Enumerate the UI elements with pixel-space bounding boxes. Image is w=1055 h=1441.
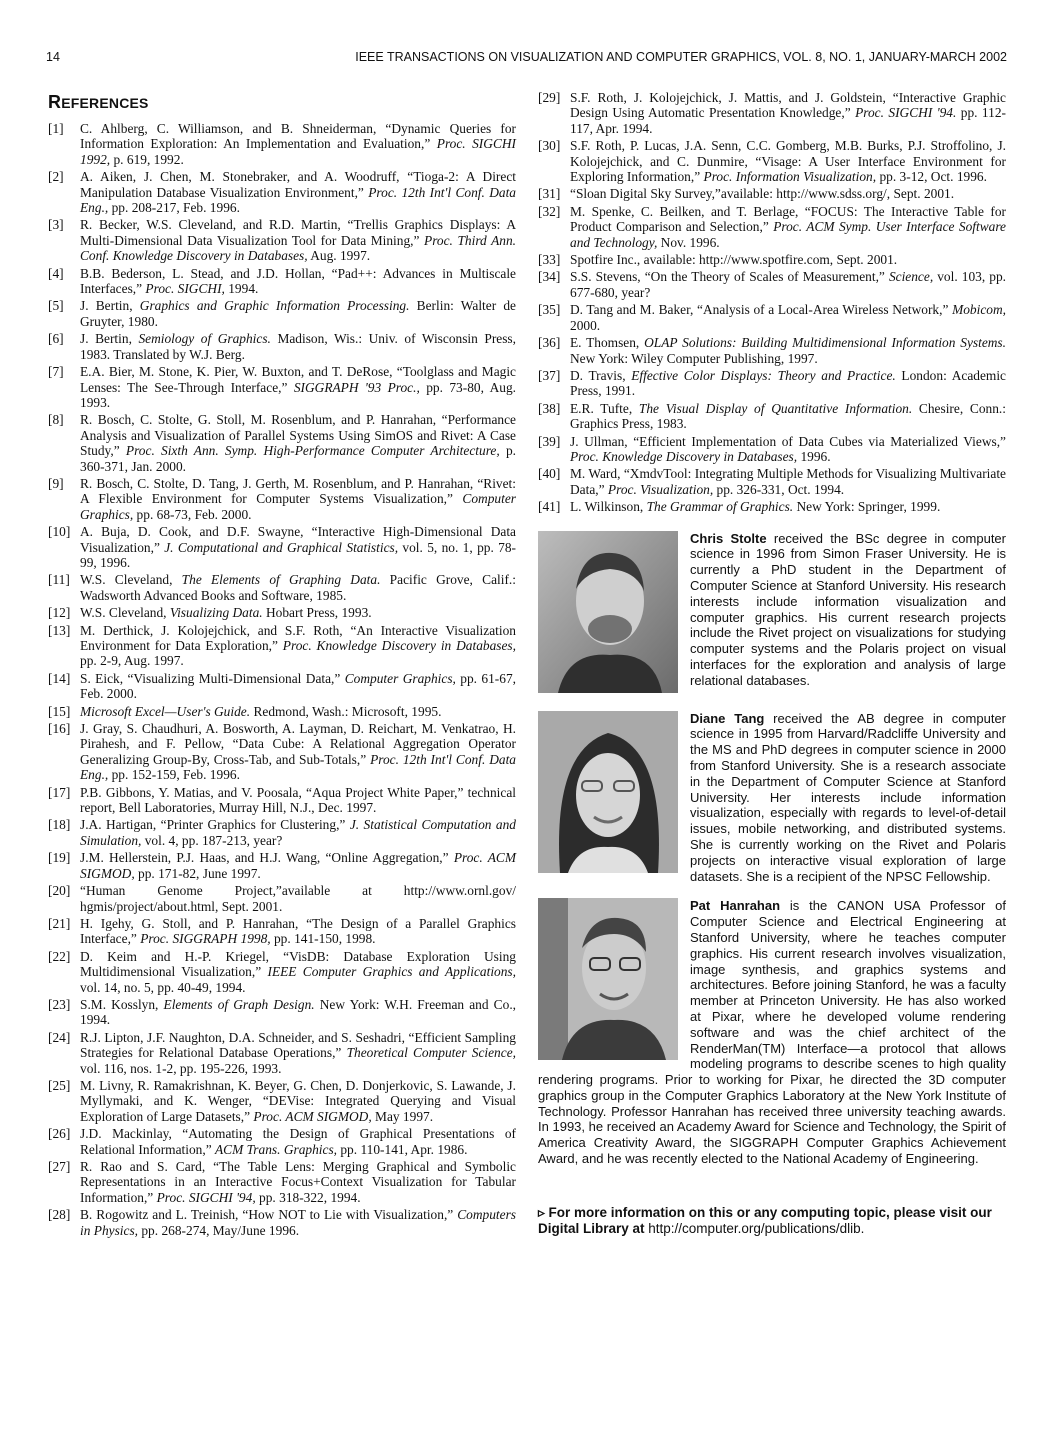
reference-text: W.S. Cleveland, (80, 605, 170, 621)
reference-text: S. Eick, “Visualizing Multi-Dimensional Data,” (80, 670, 345, 686)
reference-source: ACM Trans. Graphics, (214, 1141, 338, 1157)
reference-number: [1] (48, 121, 64, 136)
reference-details: Pacific Grove, Calif.: Wadsworth Advanced Books and Software, 1985. (80, 572, 516, 603)
reference-source: Proc. Visualization, (607, 481, 714, 497)
reference-source: Proc. SIGCHI, (145, 281, 225, 297)
reference-text: J. Bertin, (80, 331, 139, 347)
author-bio-text: received the AB degree in computer science in 1995 from Harvard/Radcliffe University and the MS and PhD degrees in computer science in 2000 from Stanford University. She is a research associate in the Department of Computer Science at Stanford University. Her interests include information visualization, especially with regards to level-of-detail issues, mobile networking, and distributed systems. She is currently working on the Rivet and Polaris projects on interactive visual exploration of large datasets. She is a recipient of the NPSC Fellowship. (690, 710, 1007, 884)
reference-source: IEEE Computer Graphics and Applications, (267, 964, 516, 980)
reference-number: [25] (48, 1077, 71, 1093)
reference-number: [8] (48, 412, 64, 428)
reference-details: Nov. 1996. (657, 234, 720, 250)
reference-details: vol. 116, nos. 1-2, pp. 195-226, 1993. (80, 1060, 282, 1076)
reference-source: Proc. 12th Int'l Conf. Data Eng., (80, 184, 516, 216)
reference-text: A. Aiken, J. Chen, M. Stonebraker, and A. Woodruff, “Tioga-2: A Direct Manipulation Database Visualization Environment,” (80, 169, 516, 200)
reference-source: J. Computational and Graphical Statistics, (164, 539, 399, 555)
reference-text: H. Igehy, G. Stoll, and P. Hanrahan, “The Design of a Parallel Graphics Interface,” (80, 915, 516, 947)
reference-item (48, 298, 516, 329)
reference-item (48, 364, 516, 410)
bio-pat-hanrahan (538, 898, 1006, 1167)
reference-text: L. Wilkinson, (570, 499, 647, 515)
reference-number: [21] (48, 915, 71, 931)
reference-list-right (538, 90, 1006, 515)
reference-item (48, 817, 516, 848)
reference-details: p. 619, 1992. (110, 151, 184, 167)
reference-item (538, 466, 1006, 497)
note-text: For more information on this or any computing topic, please visit our Digital Library at (538, 1204, 992, 1236)
reference-item (48, 1159, 516, 1205)
reference-item (538, 252, 1006, 267)
author-name: Diane Tang (690, 710, 765, 726)
reference-number: [16] (48, 721, 71, 737)
reference-details: New York: Springer, 1999. (793, 499, 941, 515)
reference-details: Hobart Press, 1993. (262, 605, 372, 621)
author-photo-diane-tang (538, 711, 678, 873)
reference-text: S.M. Kosslyn, (80, 996, 164, 1012)
reference-item (48, 883, 516, 914)
reference-number: [40] (538, 466, 561, 482)
reference-source: Elements of Graph Design. (163, 996, 315, 1012)
reference-text: R. Becker, W.S. Cleveland, and R.D. Martin, “Trellis Graphics Displays: A Multi-Dimensional Data Visualization Tool for Data Mining,” (80, 217, 516, 248)
reference-item (48, 704, 516, 719)
reference-details: pp. 268-274, May/June 1996. (138, 1222, 300, 1238)
reference-details: pp. 3-12, Oct. 1996. (876, 169, 987, 185)
reference-text: J. Bertin, (80, 298, 140, 314)
reference-item (48, 1207, 516, 1238)
reference-details: pp. 326-331, Oct. 1994. (713, 481, 845, 497)
reference-details: vol. 14, no. 5, pp. 40-49, 1994. (80, 979, 246, 995)
reference-source: Proc. Third Ann. Conf. Knowledge Discovery in Databases, (80, 232, 516, 264)
reference-number: [32] (538, 203, 561, 219)
reference-number: [41] (538, 499, 561, 515)
reference-source: OLAP Solutions: Building Multidimensional Information Systems. (644, 335, 1006, 351)
reference-text: D. Tang and M. Baker, “Analysis of a Local-Area Wireless Network,” (570, 302, 953, 318)
reference-source: Proc. Information Visualization, (703, 169, 877, 185)
reference-source: The Elements of Graphing Data. (181, 572, 381, 588)
reference-details: pp. 73-80, Aug. 1993. (80, 379, 516, 410)
reference-item (538, 186, 1006, 201)
reference-item (48, 121, 516, 167)
reference-text: B. Rogowitz and L. Treinish, “How NOT to Lie with Visualization,” (80, 1207, 458, 1223)
reference-source: Computers in Physics, (80, 1207, 516, 1238)
reference-text: R. Bosch, C. Stolte, G. Stoll, M. Rosenblum, and P. Hanrahan, “Performance Analysis and Visualization of Parallel Systems Using SimOS and Rivet: A Case Study,” (80, 412, 516, 459)
reference-number: [2] (48, 169, 64, 185)
reference-text: J.D. Mackinlay, “Automating the Design of Graphical Presentations of Relational Information,” (80, 1126, 516, 1157)
reference-item (48, 169, 516, 215)
reference-source: Theoretical Computer Science, (346, 1045, 516, 1061)
reference-number: [19] (48, 850, 71, 866)
reference-item (48, 1078, 516, 1124)
reference-source: Science, (888, 269, 934, 285)
reference-text: A. Buja, D. Cook, and D.F. Swayne, “Interactive High-Dimensional Data Visualization,” (80, 524, 516, 555)
reference-text: E. Thomsen, (570, 335, 645, 351)
reference-item (538, 204, 1006, 250)
reference-item (538, 401, 1006, 432)
reference-item (538, 368, 1006, 399)
reference-details: pp. 2-9, Aug. 1997. (80, 653, 184, 669)
reference-text: M. Livny, R. Ramakrishnan, K. Beyer, G. Chen, D. Donjerkovic, S. Lawande, J. Myllymaki, and K. Wenger, “DEVise: Integrated Querying and Visual Exploration of Large Datasets,” (80, 1077, 516, 1124)
author-name: Pat Hanrahan (690, 898, 781, 914)
bio-diane-tang (538, 711, 1006, 885)
reference-number: [29] (538, 90, 561, 105)
references-heading: REFERENCES (48, 92, 149, 112)
reference-details: New York: Wiley Computer Publishing, 1997. (570, 350, 818, 366)
reference-number: [33] (538, 252, 561, 268)
reference-source: Proc. ACM Symp. User Interface Software and Technology, (570, 219, 1006, 250)
reference-item (48, 1126, 516, 1157)
reference-number: [3] (48, 217, 64, 233)
reference-details: pp. 171-82, June 1997. (134, 865, 261, 881)
reference-number: [11] (48, 572, 70, 588)
reference-source: J. Statistical Computation and Simulation, (80, 817, 516, 848)
reference-item (538, 90, 1006, 136)
reference-text: P.B. Gibbons, Y. Matias, and V. Poosala, “Aqua Project White Paper,” technical report, Bell Laboratories, Murray Hill, N.J., Dec. 1997. (80, 784, 516, 816)
reference-item (48, 721, 516, 783)
reference-item (48, 605, 516, 620)
reference-item (538, 434, 1006, 465)
reference-item (48, 412, 516, 474)
reference-item (48, 476, 516, 522)
reference-number: [17] (48, 784, 71, 800)
reference-source: Proc. SIGCHI 1992, (80, 136, 516, 167)
reference-source: Proc. SIGGRAPH 1998, (140, 931, 271, 947)
author-photo-chris-stolte (538, 531, 678, 693)
reference-number: [5] (48, 298, 64, 314)
author-bio-text: received the BSc degree in computer science in 1996 from Simon Fraser University. He is currently a PhD student in the Department of Computer Science at Stanford University. His research interests include information visualization and computer graphics. His current research projects include the Rivet project on visualizations for studying computer systems and the Polaris project on visual interfaces for the exploration and analysis of large relational databases. (690, 530, 1006, 688)
digital-library-link[interactable]: http://computer.org/publications/dlib. (644, 1220, 865, 1236)
reference-details: Redmond, Wash.: Microsoft, 1995. (250, 703, 442, 719)
reference-text: S.S. Stevens, “On the Theory of Scales of Measurement,” (570, 269, 889, 285)
reference-text: M. Spenke, C. Beilken, and T. Berlage, “FOCUS: The Interactive Table for Product Comparison and Selection,” (570, 203, 1006, 235)
reference-text: M. Ward, “XmdvTool: Integrating Multiple Methods for Visualizing Multivariate Data,” (570, 466, 1006, 497)
reference-text: J. Gray, S. Chaudhuri, A. Bosworth, A. Layman, D. Reichart, M. Venkatrao, H. Pirahesh, and F. Pellow, “Data Cube: A Relational Aggregation Operator Generalizing Group-By, Cross-Tab, and Sub-Totals,” (80, 721, 516, 767)
bio-chris-stolte (538, 531, 1006, 697)
reference-source: Proc. SIGCHI '94. (855, 105, 957, 121)
reference-number: [10] (48, 524, 71, 540)
reference-source: Proc. ACM SIGMOD, (80, 850, 516, 881)
reference-details: pp. 152-159, Feb. 1996. (108, 767, 240, 783)
reference-text: M. Derthick, J. Kolojejchick, and S.F. Roth, “An Interactive Visualization Environment for Data Exploration,” (80, 622, 516, 653)
reference-number: [38] (538, 400, 561, 416)
reference-number: [20] (48, 883, 71, 899)
reference-item (48, 217, 516, 263)
reference-source: Computer Graphics, (80, 491, 516, 522)
reference-text: R. Bosch, C. Stolte, D. Tang, J. Gerth, M. Rosenblum, and P. Hanrahan, “Rivet: A Flexible Environment for Computer Systems Visualization,” (80, 475, 516, 507)
reference-number: [23] (48, 996, 71, 1012)
reference-source: Mobicom, (952, 302, 1006, 318)
reference-details: London: Academic Press, 1991. (570, 367, 1006, 399)
reference-number: [18] (48, 817, 71, 833)
reference-source: Proc. 12th Int'l Conf. Data Eng., (80, 751, 516, 783)
reference-text: B.B. Bederson, L. Stead, and J.D. Hollan, “Pad++: Advances in Multiscale Interfaces,” (80, 265, 516, 297)
reference-text: Spotfire Inc., available: http://www.spotfire.com, Sept. 2001. (570, 252, 898, 268)
reference-number: [30] (538, 138, 561, 154)
reference-item (48, 949, 516, 995)
reference-text: R.J. Lipton, J.F. Naughton, D.A. Schneider, and S. Seshadri, “Efficient Sampling Strategies for Relational Database Operations,” (80, 1029, 516, 1061)
reference-details: New York: W.H. Freeman and Co., 1994. (80, 996, 517, 1028)
reference-details: pp. 208-217, Feb. 1996. (108, 200, 240, 216)
digital-library-note (538, 1205, 1006, 1237)
reference-details: vol. 103, pp. 677-680, year? (570, 269, 1006, 300)
reference-number: [9] (48, 475, 64, 491)
reference-item (48, 916, 516, 947)
reference-details: 1996. (797, 448, 831, 464)
reference-item (48, 524, 516, 570)
reference-details: pp. 68-73, Feb. 2000. (133, 506, 252, 522)
reference-source: Proc. Knowledge Discovery in Databases, (282, 638, 516, 653)
reference-details: p. 360-371, Jan. 2000. (80, 443, 516, 474)
reference-item (538, 138, 1006, 184)
reference-text: “Human Genome Project,”available at http://www.ornl.gov/ hgmis/project/about.html, Sept. 2001. (80, 883, 516, 914)
reference-number: [34] (538, 269, 561, 285)
reference-details: pp. 112-117, Apr. 1994. (570, 105, 1006, 136)
reference-number: [26] (48, 1126, 71, 1142)
author-photo-pat-hanrahan (538, 898, 678, 1060)
reference-text: “Sloan Digital Sky Survey,”available: http://www.sdss.org/, Sept. 2001. (570, 186, 955, 202)
note-marker: ▹ (538, 1204, 545, 1220)
reference-number: [31] (538, 186, 561, 202)
reference-source: Proc. Knowledge Discovery in Databases, (570, 448, 798, 464)
reference-source: Graphics and Graphic Information Processing. (139, 298, 410, 314)
reference-item (48, 1030, 516, 1076)
reference-details: vol. 5, no. 1, pp. 78-99, 1996. (80, 539, 516, 570)
reference-number: [28] (48, 1207, 71, 1223)
reference-item (48, 671, 516, 702)
right-column (538, 90, 1006, 1237)
reference-details: vol. 4, pp. 187-213, year? (141, 832, 283, 848)
reference-number: [4] (48, 265, 64, 281)
reference-details: 1994. (224, 281, 259, 297)
reference-list-left (48, 121, 516, 1238)
reference-number: [15] (48, 703, 71, 719)
reference-text: W.S. Cleveland, (80, 572, 182, 588)
reference-text: E.R. Tufte, (570, 400, 639, 416)
reference-source: Effective Color Displays: Theory and Practice. (631, 367, 896, 383)
reference-details: Aug. 1997. (307, 248, 371, 264)
reference-details: pp. 110-141, Apr. 1986. (337, 1141, 468, 1157)
reference-details: pp. 318-322, 1994. (255, 1189, 361, 1205)
running-header (46, 50, 1007, 66)
reference-source: Microsoft Excel—User's Guide. (80, 703, 251, 719)
reference-details: May 1997. (371, 1108, 434, 1124)
reference-source: Semiology of Graphics. (138, 331, 271, 347)
reference-text: S.F. Roth, P. Lucas, J.A. Senn, C.C. Gomberg, M.B. Burks, P.J. Stroffolino, J. Kolojejchick, and C. Dunmire, “Visage: A User Interface Environment for Exploring Information,” (570, 138, 1006, 185)
reference-number: [39] (538, 433, 561, 449)
reference-source: Proc. ACM SIGMOD, (253, 1108, 372, 1124)
page-number: 14 (46, 50, 60, 64)
reference-details: Madison, Wis.: Univ. of Wisconsin Press, 1983. Translated by W.J. Berg. (80, 331, 516, 362)
reference-source: The Visual Display of Quantitative Information. (638, 400, 913, 416)
reference-text: R. Rao and S. Card, “The Table Lens: Merging Graphical and Symbolic Representations in an Interactive Focus+Context Visualization for Tabular Information,” (80, 1159, 516, 1205)
reference-item (538, 499, 1006, 514)
reference-source: Computer Graphics, (344, 670, 456, 686)
references-column-left (48, 92, 516, 1240)
reference-item (48, 266, 516, 297)
reference-details: pp. 141-150, 1998. (270, 931, 376, 947)
reference-number: [37] (538, 367, 561, 383)
reference-text: C. Ahlberg, C. Williamson, and B. Shneiderman, “Dynamic Queries for Information Exploration: An Implementation and Evaluation,” (80, 121, 516, 152)
reference-text: J.M. Hellerstein, P.J. Haas, and H.J. Wang, “Online Aggregation,” (80, 850, 454, 866)
reference-source: Visualizing Data. (169, 605, 263, 621)
reference-item (48, 623, 516, 669)
reference-text: D. Travis, (570, 367, 632, 383)
reference-number: [22] (48, 948, 71, 964)
reference-text: D. Keim and H.-P. Kriegel, “VisDB: Database Exploration Using Multidimensional Visualization,” (80, 948, 516, 980)
journal-header: IEEE TRANSACTIONS ON VISUALIZATION AND COMPUTER GRAPHICS, VOL. 8, NO. 1, JANUARY-MARCH 2002 (355, 50, 1007, 64)
reference-number: [12] (48, 605, 71, 621)
author-name: Chris Stolte (690, 530, 767, 546)
reference-text: J.A. Hartigan, “Printer Graphics for Clustering,” (80, 817, 350, 833)
reference-item (538, 269, 1006, 300)
reference-item (48, 997, 516, 1028)
reference-text: J. Ullman, “Efficient Implementation of Data Cubes via Materialized Views,” (570, 433, 1006, 449)
reference-number: [7] (48, 364, 64, 380)
reference-source: Proc. SIGCHI '94, (156, 1189, 256, 1205)
reference-item (48, 331, 516, 362)
reference-text: E.A. Bier, M. Stone, K. Pier, W. Buxton, and T. DeRose, “Toolglass and Magic Lenses: The See-Through Interface,” (80, 364, 516, 395)
author-bio-text: is the CANON USA Professor of Computer Science and Electrical Engineering at Stanford University, where he teaches computer graphics. His current research involves visualization, image synthesis, and graphics systems and architectures. Before joining Stanford, he was a faculty member at Princeton University. He has also worked at Pixar, where he developed volume rendering software and was the chief architect of the RenderMan(TM) Interface—a protocol that allows modeling programs to describe scenes to high quality rendering programs. Prior to working for Pixar, he directed the 3D computer graphics group in the Computer Graphics Laboratory at the New York Institute of Technology. Professor Hanrahan has received three university teaching awards. In 1993, he received an Academy Award for Science and Technology, the Spirit of America Creativity Award, the SIGGRAPH Computer Graphics Achievement Award, and he was recently elected to the National Academy of Engineering. (538, 898, 1006, 1167)
reference-number: [36] (538, 335, 561, 351)
reference-number: [6] (48, 331, 64, 347)
reference-details: 2000. (570, 317, 601, 333)
reference-details: Chesire, Conn.: Graphics Press, 1983. (570, 400, 1006, 432)
reference-details: pp. 61-67, Feb. 2000. (80, 670, 516, 702)
reference-item (538, 335, 1006, 366)
reference-item (48, 785, 516, 816)
reference-number: [27] (48, 1159, 71, 1174)
reference-text: S.F. Roth, J. Kolojejchick, J. Mattis, and J. Goldstein, “Interactive Graphic Design Using Automatic Presentation Knowledge,” (570, 90, 1006, 121)
reference-number: [24] (48, 1029, 71, 1045)
reference-source: SIGGRAPH '93 Proc., (293, 379, 420, 395)
reference-source: Proc. Sixth Ann. Symp. High-Performance Computer Architecture, (125, 443, 500, 459)
reference-item (48, 850, 516, 881)
reference-source: The Grammar of Graphics. (646, 499, 794, 515)
reference-item (538, 302, 1006, 333)
reference-details: Berlin: Walter de Gruyter, 1980. (80, 298, 516, 329)
reference-number: [13] (48, 622, 71, 638)
reference-number: [35] (538, 302, 561, 318)
reference-number: [14] (48, 670, 71, 686)
reference-item (48, 572, 516, 603)
